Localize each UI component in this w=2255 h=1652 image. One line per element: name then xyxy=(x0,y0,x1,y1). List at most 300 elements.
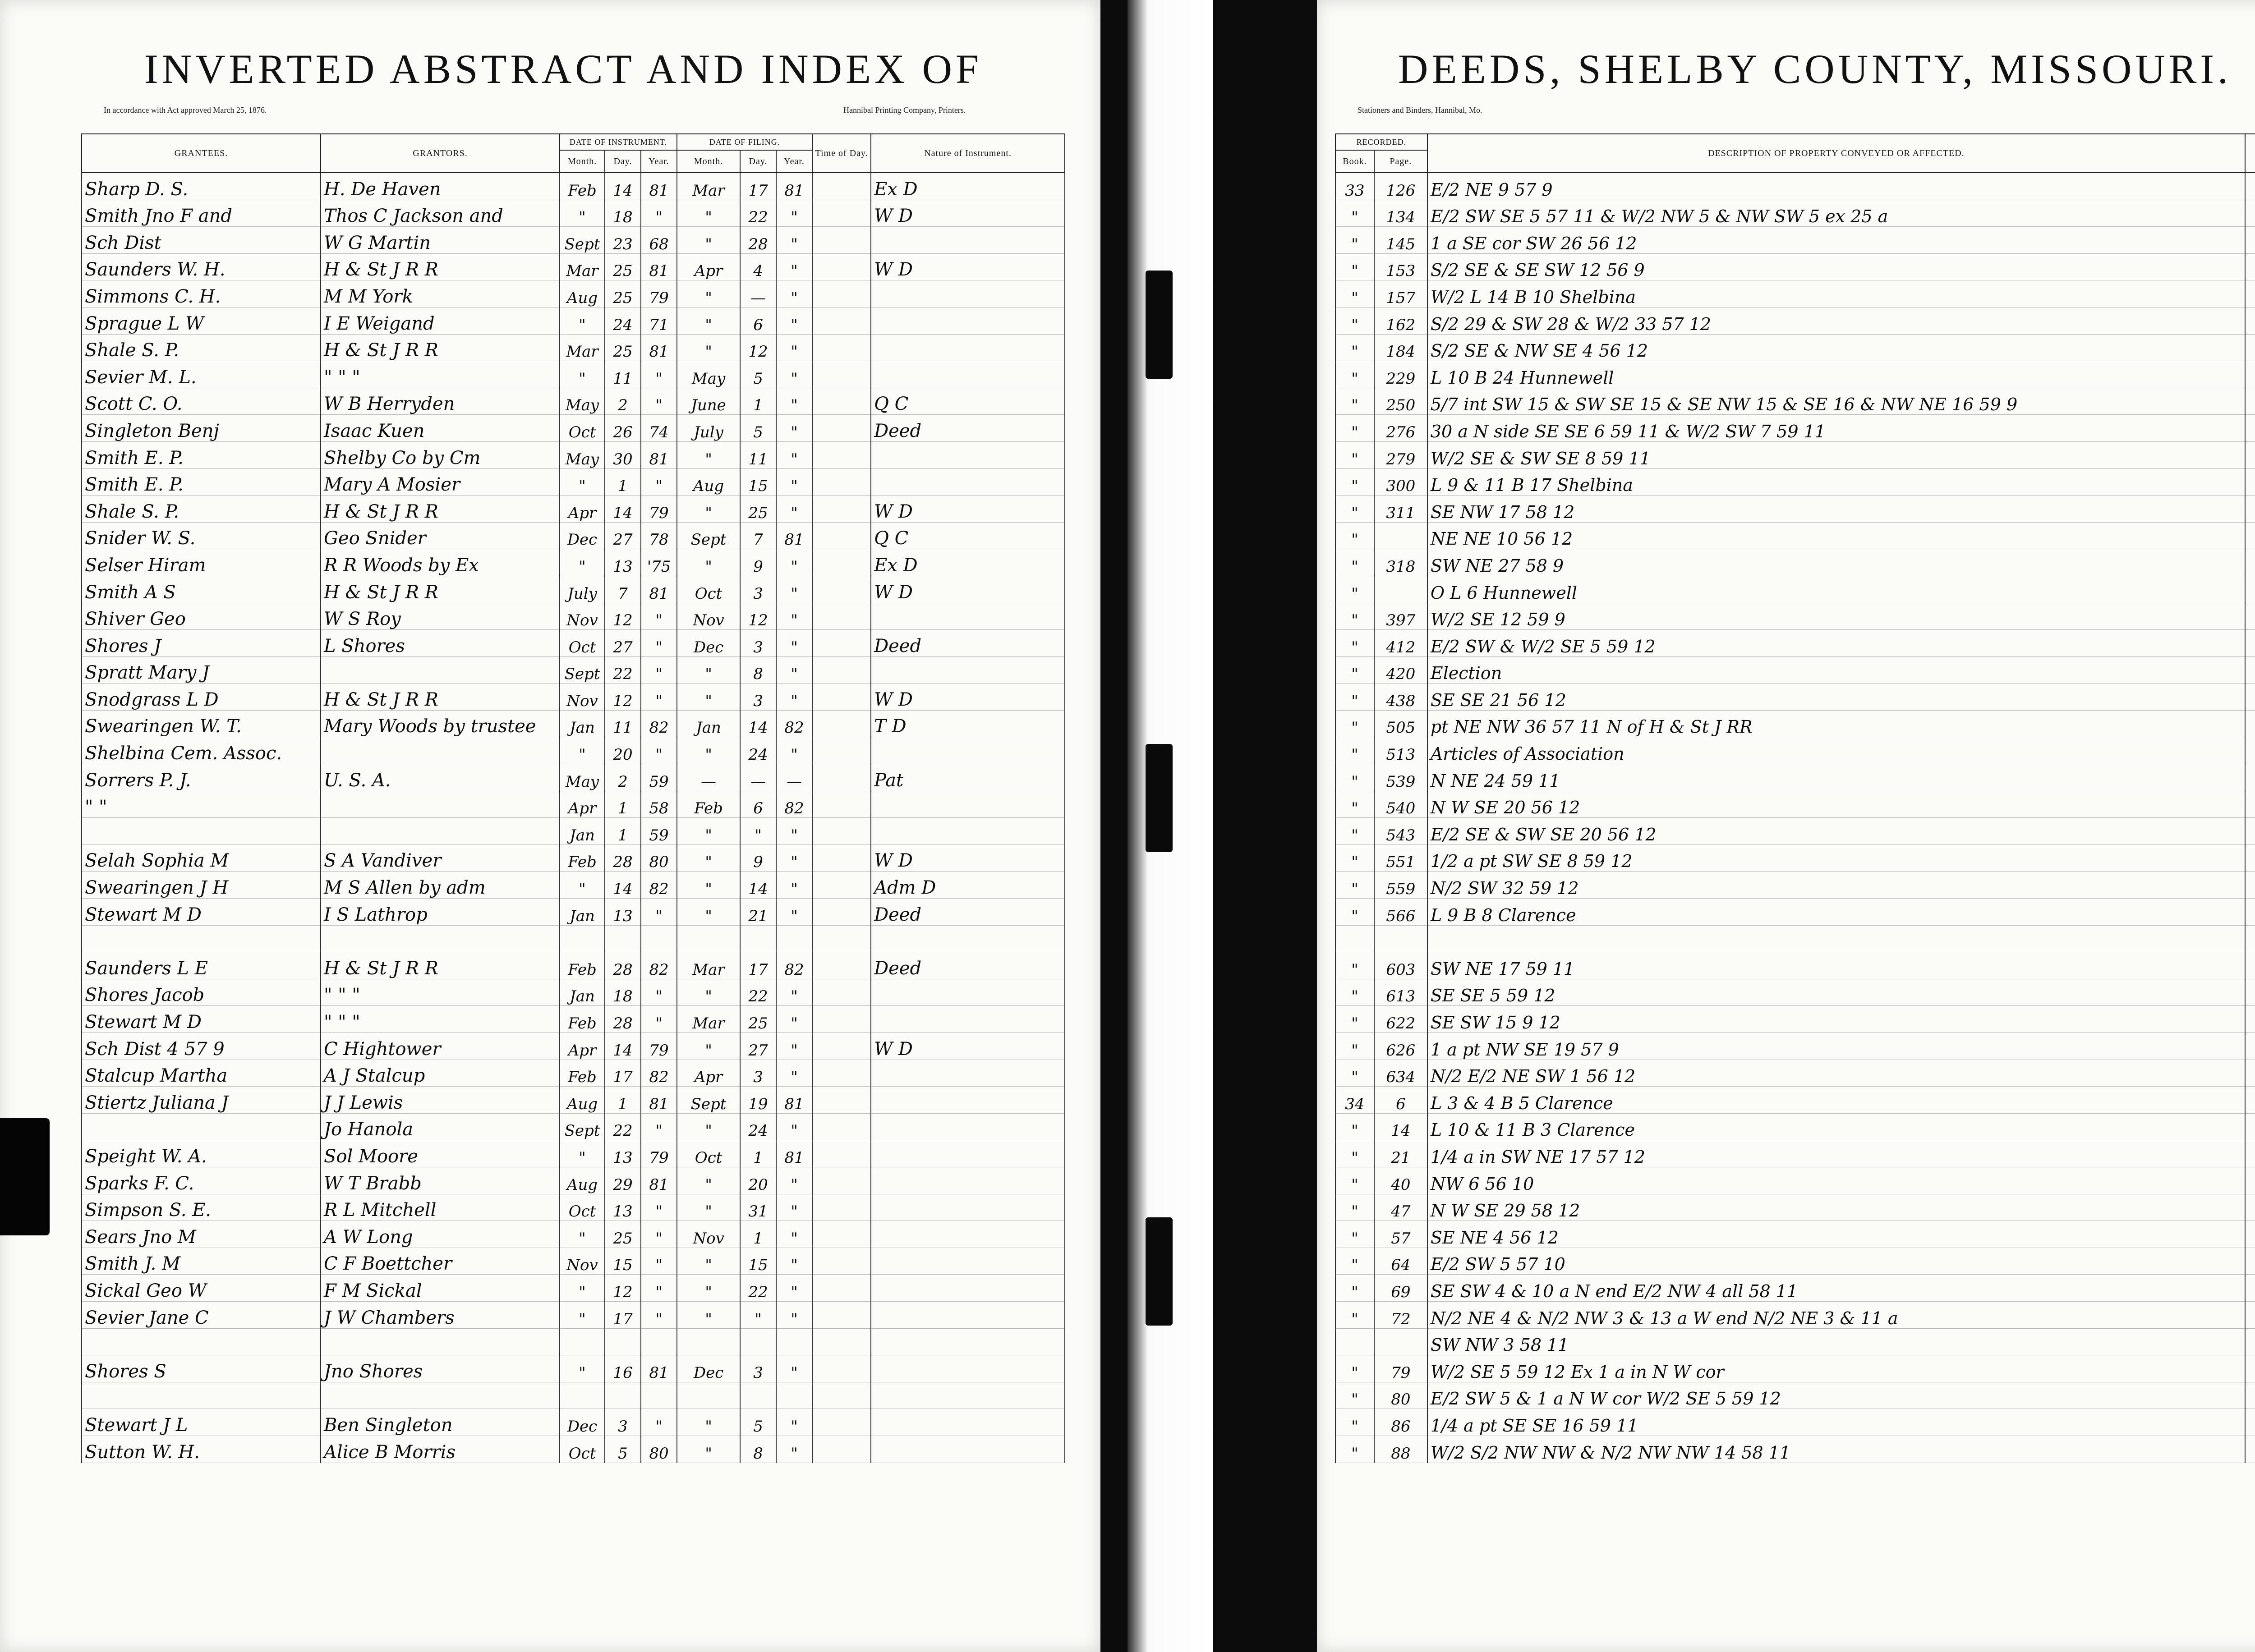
binder-note: Stationers and Binders, Hannibal, Mo. xyxy=(1358,106,1482,115)
table-row xyxy=(1335,1194,2255,1221)
time-of-day-cell xyxy=(812,468,871,496)
book-cell: " xyxy=(1335,710,1374,737)
table-row xyxy=(1335,1301,2255,1328)
inst-month-cell: Sept xyxy=(560,1113,605,1140)
table-row xyxy=(1335,925,2255,952)
grantee-cell: Sch Dist 4 57 9 xyxy=(82,1033,321,1060)
time-of-day-cell xyxy=(812,334,871,361)
book-cell: " xyxy=(1335,1194,1374,1221)
inst-month-cell: Oct xyxy=(560,630,605,657)
right-page-edge xyxy=(1213,0,1317,1652)
grantor-cell: W S Roy xyxy=(321,603,560,630)
grantee-cell: Singleton Benj xyxy=(82,415,321,442)
inst-year-cell: " xyxy=(641,200,677,227)
page-cell: 88 xyxy=(1374,1436,1427,1463)
filing-month-cell: June xyxy=(677,388,740,415)
time-of-day-cell xyxy=(812,1382,871,1409)
description-cell: N/2 NE 4 & N/2 NW 3 & 13 a W end N/2 NE 3 & 11 a xyxy=(1427,1301,2245,1328)
sec-cell xyxy=(2245,899,2255,926)
inst-day-cell: 18 xyxy=(605,200,641,227)
nature-cell: Deed xyxy=(871,952,1065,979)
inst-year-cell: 81 xyxy=(641,1355,677,1382)
grantee-cell: Smith E. P. xyxy=(82,441,321,468)
inst-month-cell xyxy=(560,925,605,952)
filing-year-cell: " xyxy=(776,200,812,227)
book-cell xyxy=(1335,925,1374,952)
right-ledger-page xyxy=(1317,0,2255,1652)
filing-year-cell: 82 xyxy=(776,791,812,818)
grantee-cell: Sprague L W xyxy=(82,307,321,334)
inst-day-cell: 24 xyxy=(605,307,641,334)
book-cell: " xyxy=(1335,253,1374,280)
table-row xyxy=(82,764,1065,791)
book-cell: " xyxy=(1335,496,1374,523)
inst-day-cell: 7 xyxy=(605,576,641,603)
filing-year-cell: " xyxy=(776,576,812,603)
table-row xyxy=(82,576,1065,603)
grantee-cell: Shelbina Cem. Assoc. xyxy=(82,737,321,764)
table-row xyxy=(1335,307,2255,334)
filing-year-cell: " xyxy=(776,1275,812,1302)
inst-year-header: Year. xyxy=(641,150,677,173)
table-row xyxy=(82,1409,1065,1436)
time-of-day-cell xyxy=(812,1301,871,1328)
table-row xyxy=(82,1382,1065,1409)
inst-day-cell: 12 xyxy=(605,603,641,630)
grantee-cell: Simmons C. H. xyxy=(82,280,321,307)
filing-day-cell: 4 xyxy=(740,253,776,280)
page-cell: 626 xyxy=(1374,1033,1427,1060)
book-cell: " xyxy=(1335,361,1374,388)
grantee-cell: Shores Jacob xyxy=(82,979,321,1006)
grantor-cell: A W Long xyxy=(321,1221,560,1248)
time-of-day-cell xyxy=(812,1328,871,1355)
nature-cell xyxy=(871,1006,1065,1033)
description-cell: SW NE 17 59 11 xyxy=(1427,952,2245,979)
filing-year-cell: 81 xyxy=(776,522,812,549)
grantee-cell xyxy=(82,1113,321,1140)
grantor-cell: A J Stalcup xyxy=(321,1060,560,1087)
filing-year-cell: " xyxy=(776,899,812,926)
grantor-cell xyxy=(321,656,560,684)
table-row xyxy=(82,1301,1065,1328)
inst-year-cell: " xyxy=(641,1221,677,1248)
sec-cell xyxy=(2245,1355,2255,1382)
time-of-day-cell xyxy=(812,737,871,764)
nature-cell: Deed xyxy=(871,630,1065,657)
filing-month-cell: Feb xyxy=(677,791,740,818)
filing-day-cell: 3 xyxy=(740,576,776,603)
nature-header: Nature of Instrument. xyxy=(871,134,1065,173)
right-ledger-table xyxy=(1335,133,2255,1463)
table-row xyxy=(82,872,1065,899)
nature-cell xyxy=(871,1087,1065,1114)
description-cell: 1 a pt NW SE 19 57 9 xyxy=(1427,1033,2245,1060)
sec-cell xyxy=(2245,334,2255,361)
time-of-day-cell xyxy=(812,818,871,845)
time-of-day-cell xyxy=(812,253,871,280)
time-of-day-cell xyxy=(812,630,871,657)
inst-year-cell: " xyxy=(641,1006,677,1033)
table-row xyxy=(1335,200,2255,227)
grantee-cell: Snider W. S. xyxy=(82,522,321,549)
binding-hole xyxy=(1146,1217,1173,1326)
description-cell: W/2 L 14 B 10 Shelbina xyxy=(1427,280,2245,307)
left-page-title: INVERTED ABSTRACT AND INDEX OF xyxy=(144,46,983,92)
inst-year-cell: " xyxy=(641,1275,677,1302)
description-cell: SE SE 21 56 12 xyxy=(1427,684,2245,711)
filing-day-cell: 25 xyxy=(740,1006,776,1033)
table-row xyxy=(1335,1167,2255,1194)
description-cell: L 10 & 11 B 3 Clarence xyxy=(1427,1113,2245,1140)
sec-cell xyxy=(2245,1382,2255,1409)
page-cell: 318 xyxy=(1374,549,1427,576)
nature-cell xyxy=(871,1409,1065,1436)
page-cell: 126 xyxy=(1374,173,1427,200)
nature-cell xyxy=(871,1248,1065,1275)
grantor-cell xyxy=(321,791,560,818)
inst-day-cell: 13 xyxy=(605,549,641,576)
page-cell: 551 xyxy=(1374,844,1427,872)
inst-year-cell: 79 xyxy=(641,1140,677,1167)
time-of-day-cell xyxy=(812,656,871,684)
grantees-header: GRANTEES. xyxy=(82,134,321,173)
book-cell: " xyxy=(1335,818,1374,845)
inst-day-cell: 12 xyxy=(605,1275,641,1302)
sec-cell xyxy=(2245,1301,2255,1328)
grantor-cell: H. De Haven xyxy=(321,173,560,200)
filing-year-cell: " xyxy=(776,844,812,872)
inst-year-cell: 74 xyxy=(641,415,677,442)
nature-cell xyxy=(871,656,1065,684)
sec-header xyxy=(2245,134,2255,173)
table-row xyxy=(1335,576,2255,603)
book-cell: " xyxy=(1335,764,1374,791)
nature-cell xyxy=(871,334,1065,361)
book-cell xyxy=(1335,1328,1374,1355)
filing-month-cell xyxy=(677,1328,740,1355)
sec-cell xyxy=(2245,1006,2255,1033)
table-row xyxy=(82,979,1065,1006)
inst-day-cell: 17 xyxy=(605,1060,641,1087)
filing-month-cell: " xyxy=(677,979,740,1006)
page-cell: 279 xyxy=(1374,441,1427,468)
inst-day-cell: 11 xyxy=(605,710,641,737)
table-row xyxy=(82,549,1065,576)
page-cell: 566 xyxy=(1374,899,1427,926)
filing-month-cell: Mar xyxy=(677,173,740,200)
table-row xyxy=(1335,496,2255,523)
inst-year-cell: 81 xyxy=(641,253,677,280)
table-row xyxy=(1335,1355,2255,1382)
grantor-cell: H & St J R R xyxy=(321,496,560,523)
book-cell: " xyxy=(1335,1221,1374,1248)
page-cell: 162 xyxy=(1374,307,1427,334)
filing-year-cell: " xyxy=(776,630,812,657)
filing-year-cell: " xyxy=(776,656,812,684)
inst-month-cell: Sept xyxy=(560,227,605,254)
grantee-cell: Sharp D. S. xyxy=(82,173,321,200)
page-cell: 153 xyxy=(1374,253,1427,280)
table-row xyxy=(82,361,1065,388)
filing-month-cell: " xyxy=(677,1409,740,1436)
nature-cell xyxy=(871,1436,1065,1463)
filing-month-cell: Aug xyxy=(677,468,740,496)
inst-day-cell: 13 xyxy=(605,899,641,926)
filing-month-cell: " xyxy=(677,280,740,307)
time-of-day-header: Time of Day. xyxy=(812,134,871,173)
grantor-cell: W G Martin xyxy=(321,227,560,254)
filing-day-cell: 6 xyxy=(740,307,776,334)
table-row xyxy=(82,1328,1065,1355)
filing-month-cell: July xyxy=(677,415,740,442)
time-of-day-cell xyxy=(812,441,871,468)
filing-month-cell: " xyxy=(677,441,740,468)
inst-month-cell: " xyxy=(560,872,605,899)
book-cell: " xyxy=(1335,952,1374,979)
table-row xyxy=(1335,415,2255,442)
description-cell: O L 6 Hunnewell xyxy=(1427,576,2245,603)
grantor-cell: Ben Singleton xyxy=(321,1409,560,1436)
inst-month-cell xyxy=(560,1382,605,1409)
grantee-cell: Simpson S. E. xyxy=(82,1194,321,1221)
book-cell: " xyxy=(1335,388,1374,415)
description-cell: N/2 SW 32 59 12 xyxy=(1427,872,2245,899)
inst-month-cell: " xyxy=(560,549,605,576)
page-cell: 69 xyxy=(1374,1275,1427,1302)
grantee-cell xyxy=(82,1382,321,1409)
grantor-cell: M S Allen by adm xyxy=(321,872,560,899)
table-row xyxy=(1335,630,2255,657)
filing-month-cell: " xyxy=(677,496,740,523)
grantor-cell xyxy=(321,1382,560,1409)
filing-day-cell: 12 xyxy=(740,603,776,630)
table-row xyxy=(1335,791,2255,818)
description-cell: E/2 SW 5 57 10 xyxy=(1427,1248,2245,1275)
filing-year-cell: " xyxy=(776,1113,812,1140)
description-cell: 1 a SE cor SW 26 56 12 xyxy=(1427,227,2245,254)
filing-month-cell: " xyxy=(677,737,740,764)
inst-day-cell: 13 xyxy=(605,1194,641,1221)
description-cell: NW 6 56 10 xyxy=(1427,1167,2245,1194)
sec-cell xyxy=(2245,1275,2255,1302)
page-cell: 622 xyxy=(1374,1006,1427,1033)
page-cell: 300 xyxy=(1374,468,1427,496)
inst-year-cell: " xyxy=(641,1301,677,1328)
filing-month-cell: " xyxy=(677,844,740,872)
inst-year-cell: " xyxy=(641,630,677,657)
time-of-day-cell xyxy=(812,872,871,899)
book-cell: " xyxy=(1335,1033,1374,1060)
page-cell: 40 xyxy=(1374,1167,1427,1194)
nature-cell: Q C xyxy=(871,522,1065,549)
filing-day-cell: 25 xyxy=(740,496,776,523)
description-cell: L 9 & 11 B 17 Shelbina xyxy=(1427,468,2245,496)
filing-year-cell: " xyxy=(776,388,812,415)
grantee-cell: Swearingen J H xyxy=(82,872,321,899)
table-row xyxy=(1335,173,2255,200)
inst-month-cell: Aug xyxy=(560,1167,605,1194)
nature-cell xyxy=(871,307,1065,334)
inst-day-header: Day. xyxy=(605,150,641,173)
filing-year-cell: " xyxy=(776,872,812,899)
book-cell: " xyxy=(1335,1409,1374,1436)
filing-year-cell: — xyxy=(776,764,812,791)
filing-year-cell: " xyxy=(776,1436,812,1463)
filing-year-cell: " xyxy=(776,603,812,630)
sec-cell xyxy=(2245,1194,2255,1221)
description-cell: W/2 S/2 NW NW & N/2 NW NW 14 58 11 xyxy=(1427,1436,2245,1463)
sec-cell xyxy=(2245,1221,2255,1248)
filing-year-cell: " xyxy=(776,280,812,307)
description-cell: 1/4 a pt SE SE 16 59 11 xyxy=(1427,1409,2245,1436)
table-row xyxy=(82,791,1065,818)
time-of-day-cell xyxy=(812,576,871,603)
book-cell: " xyxy=(1335,872,1374,899)
sec-cell xyxy=(2245,656,2255,684)
filing-day-cell xyxy=(740,1328,776,1355)
inst-day-cell: 12 xyxy=(605,684,641,711)
inst-month-cell: May xyxy=(560,764,605,791)
inst-day-cell: 15 xyxy=(605,1248,641,1275)
book-cell: " xyxy=(1335,656,1374,684)
nature-cell xyxy=(871,1355,1065,1382)
filing-day-cell: 17 xyxy=(740,952,776,979)
inst-day-cell: 14 xyxy=(605,872,641,899)
filing-month-cell: Oct xyxy=(677,576,740,603)
inst-year-cell: " xyxy=(641,388,677,415)
inst-year-cell: 81 xyxy=(641,576,677,603)
inst-year-cell: 59 xyxy=(641,818,677,845)
inst-year-cell: " xyxy=(641,468,677,496)
nature-cell xyxy=(871,979,1065,1006)
sec-cell xyxy=(2245,979,2255,1006)
inst-year-cell: " xyxy=(641,361,677,388)
book-cell: " xyxy=(1335,899,1374,926)
grantee-cell: Scott C. O. xyxy=(82,388,321,415)
inst-day-cell: 25 xyxy=(605,253,641,280)
grantee-cell: Smith E. P. xyxy=(82,468,321,496)
sec-cell xyxy=(2245,1167,2255,1194)
left-ledger-page xyxy=(0,0,1100,1652)
filing-day-cell: 14 xyxy=(740,710,776,737)
table-row xyxy=(82,710,1065,737)
time-of-day-cell xyxy=(812,844,871,872)
time-of-day-cell xyxy=(812,1033,871,1060)
inst-day-cell: 20 xyxy=(605,737,641,764)
grantor-cell xyxy=(321,1328,560,1355)
inst-day-cell: 28 xyxy=(605,952,641,979)
inst-year-cell: 79 xyxy=(641,496,677,523)
inst-day-cell: 1 xyxy=(605,818,641,845)
filing-month-cell: " xyxy=(677,1167,740,1194)
table-row xyxy=(82,656,1065,684)
inst-month-cell: May xyxy=(560,441,605,468)
nature-cell: W D xyxy=(871,496,1065,523)
time-of-day-cell xyxy=(812,1275,871,1302)
inst-month-cell: " xyxy=(560,468,605,496)
nature-cell xyxy=(871,737,1065,764)
inst-month-cell: " xyxy=(560,1140,605,1167)
grantor-cell: H & St J R R xyxy=(321,952,560,979)
page-cell: 540 xyxy=(1374,791,1427,818)
filing-month-cell: " xyxy=(677,899,740,926)
inst-day-cell: 25 xyxy=(605,280,641,307)
inst-day-cell xyxy=(605,925,641,952)
grantee-cell: Shale S. P. xyxy=(82,496,321,523)
book-cell: " xyxy=(1335,1436,1374,1463)
book-cell: " xyxy=(1335,415,1374,442)
grantor-cell: H & St J R R xyxy=(321,684,560,711)
table-row xyxy=(1335,1248,2255,1275)
table-row xyxy=(1335,280,2255,307)
filing-month-cell: " xyxy=(677,334,740,361)
sec-cell xyxy=(2245,522,2255,549)
filing-year-cell: 81 xyxy=(776,1140,812,1167)
filing-day-cell: 22 xyxy=(740,979,776,1006)
page-tab xyxy=(0,1118,50,1235)
table-row xyxy=(82,388,1065,415)
inst-month-cell: Feb xyxy=(560,844,605,872)
filing-year-cell: " xyxy=(776,1221,812,1248)
filing-day-cell: 19 xyxy=(740,1087,776,1114)
filing-month-cell: " xyxy=(677,1275,740,1302)
inst-day-cell: 22 xyxy=(605,1113,641,1140)
grantee-cell: Stewart M D xyxy=(82,899,321,926)
page-cell: 47 xyxy=(1374,1194,1427,1221)
filing-year-cell: 82 xyxy=(776,710,812,737)
grantor-cell: " " " xyxy=(321,979,560,1006)
time-of-day-cell xyxy=(812,791,871,818)
table-row xyxy=(82,334,1065,361)
table-row xyxy=(82,253,1065,280)
sec-cell xyxy=(2245,280,2255,307)
book-cell: " xyxy=(1335,791,1374,818)
inst-year-cell: " xyxy=(641,603,677,630)
grantee-cell: Saunders L E xyxy=(82,952,321,979)
grantee-cell: Smith Jno F and xyxy=(82,200,321,227)
book-cell: " xyxy=(1335,1140,1374,1167)
time-of-day-cell xyxy=(812,1060,871,1087)
filing-year-cell: " xyxy=(776,1248,812,1275)
inst-day-cell: 11 xyxy=(605,361,641,388)
inst-day-cell: 28 xyxy=(605,844,641,872)
grantor-cell: J J Lewis xyxy=(321,1087,560,1114)
page-cell: 80 xyxy=(1374,1382,1427,1409)
time-of-day-cell xyxy=(812,684,871,711)
filing-month-cell: — xyxy=(677,764,740,791)
inst-year-cell: " xyxy=(641,1113,677,1140)
page-cell: 505 xyxy=(1374,710,1427,737)
table-row xyxy=(1335,334,2255,361)
table-row xyxy=(82,280,1065,307)
description-cell: SW NE 27 58 9 xyxy=(1427,549,2245,576)
sec-cell xyxy=(2245,200,2255,227)
filing-year-cell: " xyxy=(776,1033,812,1060)
time-of-day-cell xyxy=(812,173,871,200)
nature-cell xyxy=(871,280,1065,307)
inst-year-cell: 82 xyxy=(641,872,677,899)
inst-month-cell: " xyxy=(560,1355,605,1382)
filing-year-cell: " xyxy=(776,1060,812,1087)
inst-year-cell: 79 xyxy=(641,280,677,307)
time-of-day-cell xyxy=(812,1436,871,1463)
description-cell: NE NE 10 56 12 xyxy=(1427,522,2245,549)
description-cell: E/2 NE 9 57 9 xyxy=(1427,173,2245,200)
filing-month-cell: " xyxy=(677,1301,740,1328)
nature-cell xyxy=(871,925,1065,952)
description-cell: SW NW 3 58 11 xyxy=(1427,1328,2245,1355)
